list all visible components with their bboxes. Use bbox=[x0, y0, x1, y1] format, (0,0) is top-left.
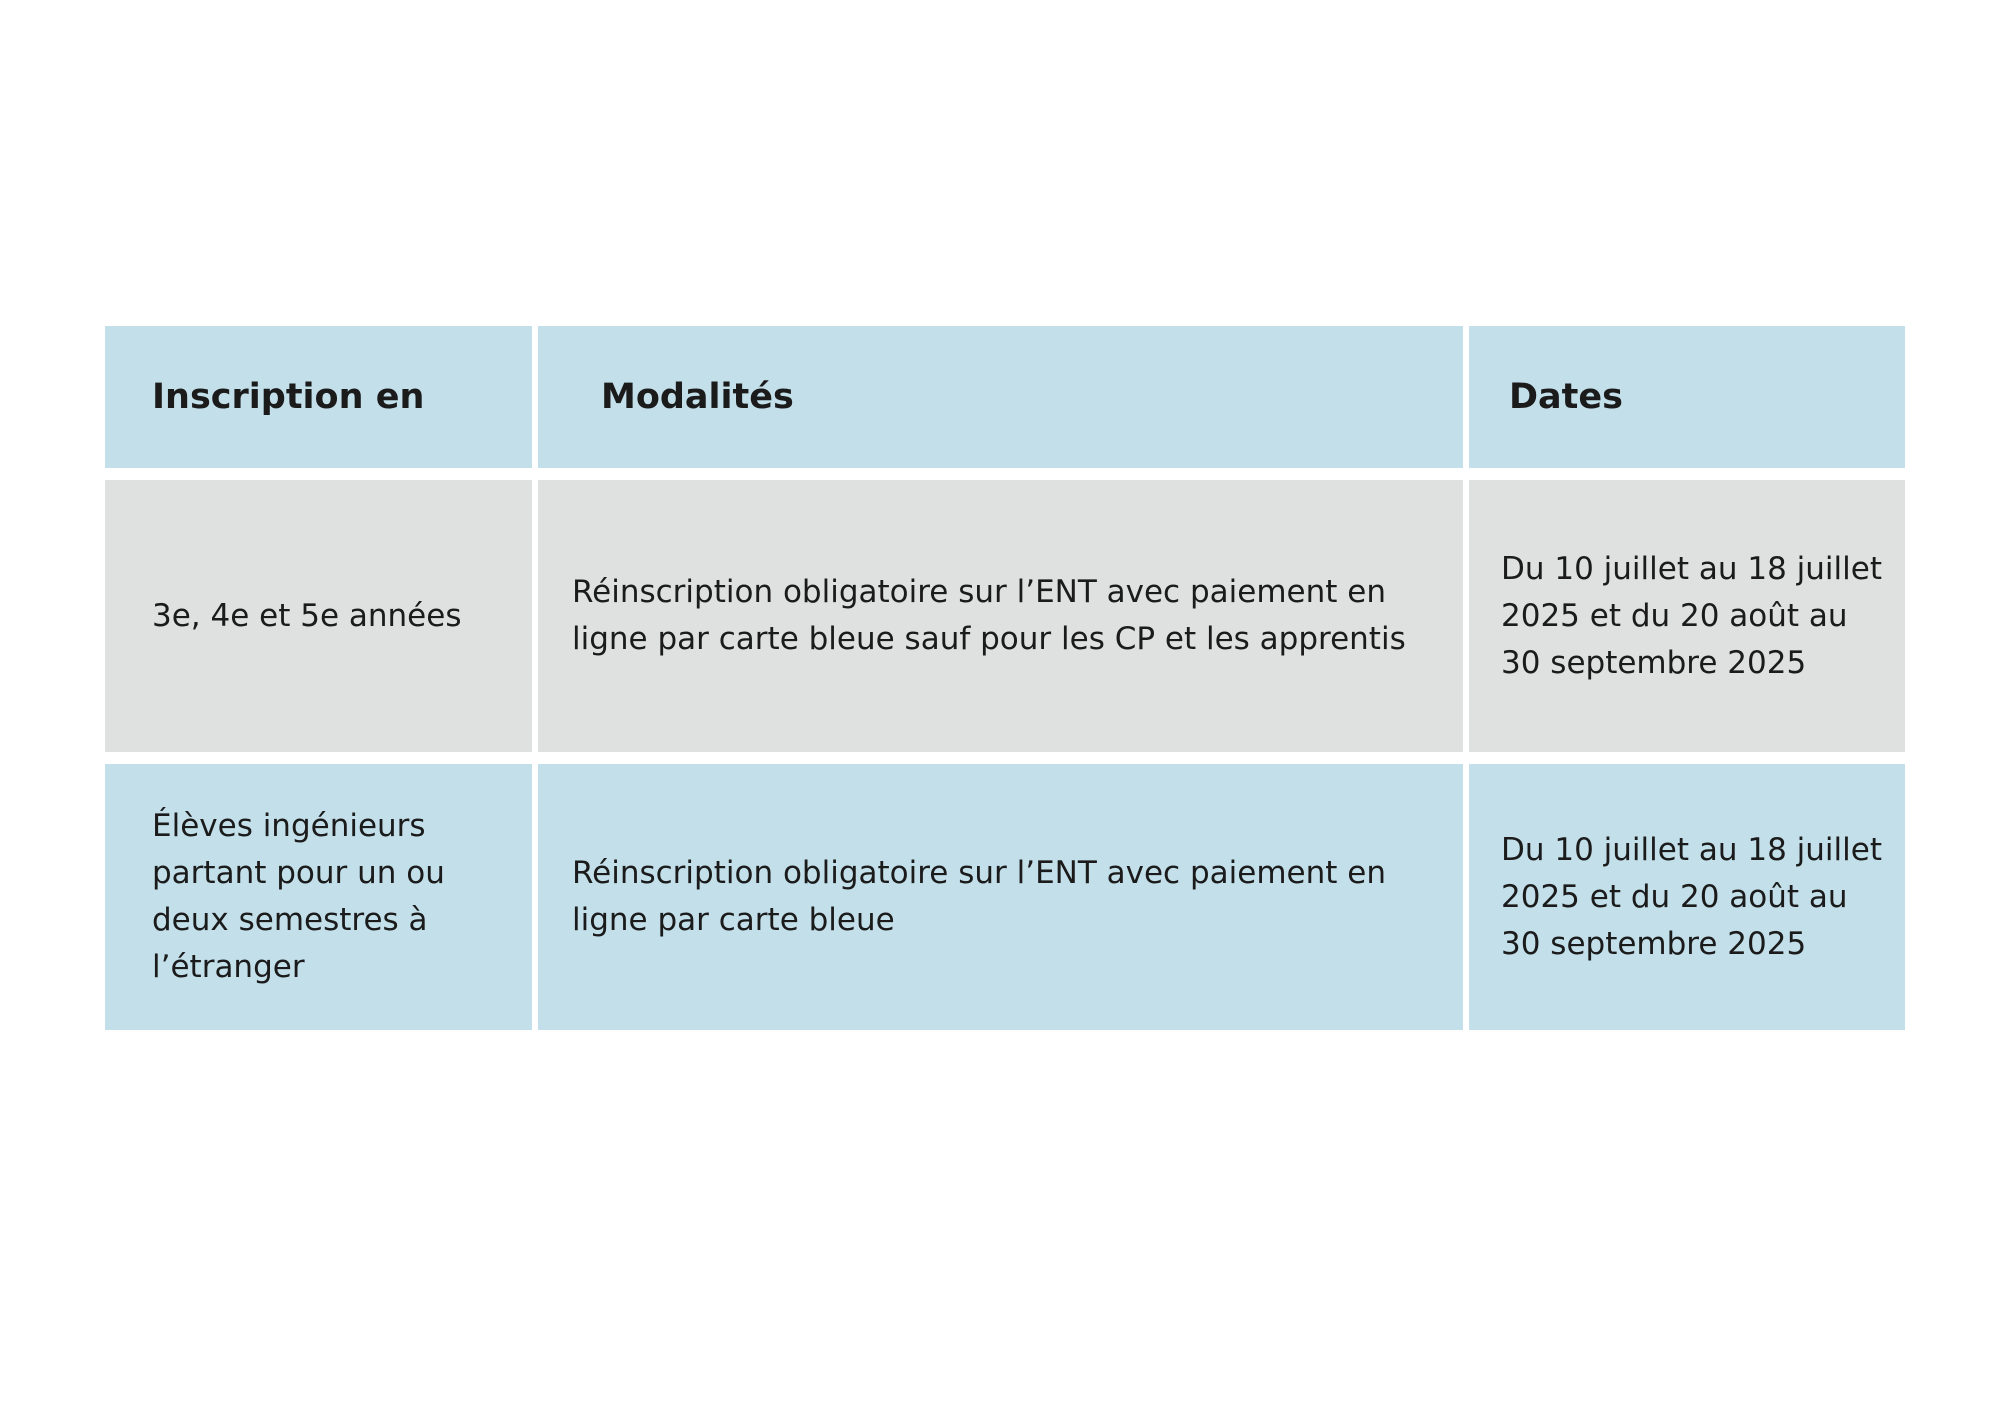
table-header-row bbox=[105, 326, 1905, 468]
registration-table bbox=[105, 326, 1905, 1030]
header-inscription: Inscription en bbox=[105, 326, 532, 468]
cell-dates: Du 10 juillet au 18 juillet 2025 et du 20 août au 30 septembre 2025 bbox=[1469, 764, 1905, 1030]
cell-modalites: Réinscription obligatoire sur l’ENT avec paiement en ligne par carte bleue sauf pour les CP et les apprentis bbox=[538, 480, 1463, 752]
cell-modalites: Réinscription obligatoire sur l’ENT avec paiement en ligne par carte bleue bbox=[538, 764, 1463, 1030]
header-dates: Dates bbox=[1469, 326, 1905, 468]
cell-inscription: 3e, 4e et 5e années bbox=[105, 480, 532, 752]
header-modalites: Modalités bbox=[538, 326, 1463, 468]
table-row bbox=[105, 764, 1905, 1030]
cell-inscription: Élèves ingénieurs partant pour un ou deux semestres à l’étranger bbox=[105, 764, 532, 1030]
table-row bbox=[105, 480, 1905, 752]
cell-dates: Du 10 juillet au 18 juillet 2025 et du 20 août au 30 septembre 2025 bbox=[1469, 480, 1905, 752]
